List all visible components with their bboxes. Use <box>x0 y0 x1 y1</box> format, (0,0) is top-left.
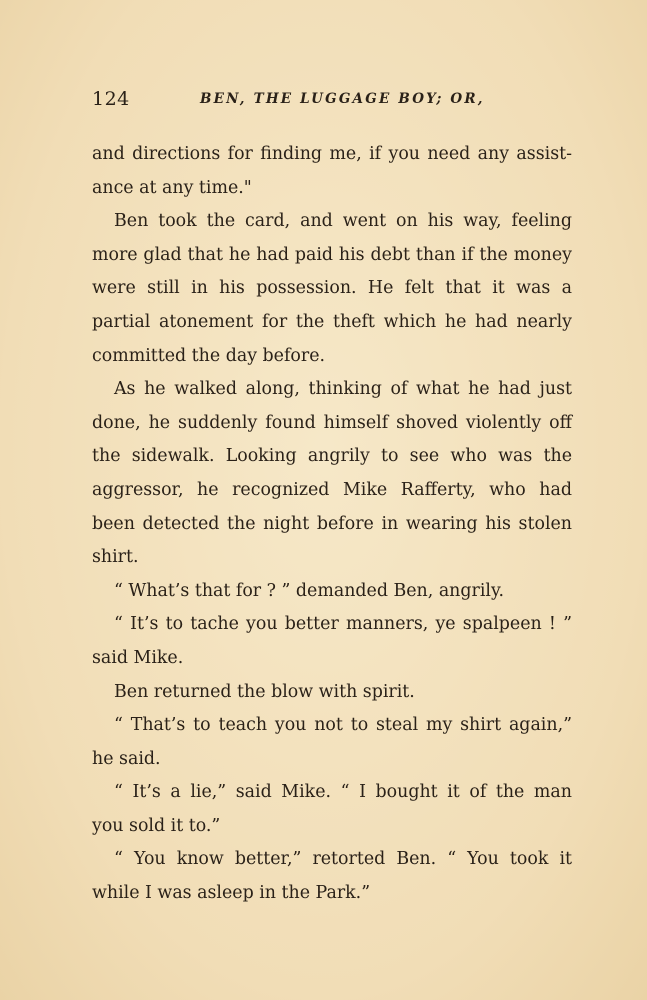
text-line: more glad that he had paid his debt than if the money <box>92 244 572 265</box>
running-head <box>92 88 572 116</box>
text-line: and directions for finding me, if you need any assist- <box>92 144 572 164</box>
text-line: the sidewalk. Looking angrily to see who was the <box>92 446 572 467</box>
text-line: “ What’s that for ? ” demanded Ben, angrily. <box>114 580 504 601</box>
text-line: “ It’s a lie,” said Mike. “ I bought it of the man <box>114 782 572 803</box>
text-line: done, he suddenly found himself shoved violently off <box>92 412 572 433</box>
text-line: ance at any time." <box>92 177 252 198</box>
text-line: were still in his possession. He felt that it was a <box>92 278 572 299</box>
text-line: Ben took the card, and went on his way, feeling <box>114 211 572 232</box>
running-title: BEN, THE LUGGAGE BOY; OR, <box>200 91 485 107</box>
text-line: committed the day before. <box>92 345 326 366</box>
text-line: “ You know better,” retorted Ben. “ You took it <box>114 849 572 870</box>
text-line: As he walked along, thinking of what he had just <box>114 379 572 400</box>
text-line: been detected the night before in wearing his stolen <box>92 513 572 534</box>
text-line: you sold it to.” <box>92 815 221 836</box>
text-line: while I was asleep in the Park.” <box>92 883 371 904</box>
page-number: 124 <box>92 88 130 110</box>
text-line: shirt. <box>92 547 139 568</box>
text-line: “ It’s to tache you better manners, ye spalpeen ! ” <box>114 614 572 635</box>
text-line: aggressor, he recognized Mike Rafferty, who had <box>92 479 572 500</box>
text-line: he said. <box>92 748 161 769</box>
text-line: “ That’s to teach you not to steal my shirt again,” <box>114 715 572 736</box>
body-text <box>92 138 572 911</box>
text-line: said Mike. <box>92 647 184 668</box>
text-line: partial atonement for the theft which he had nearly <box>92 311 572 332</box>
text-line: Ben returned the blow with spirit. <box>114 681 415 702</box>
